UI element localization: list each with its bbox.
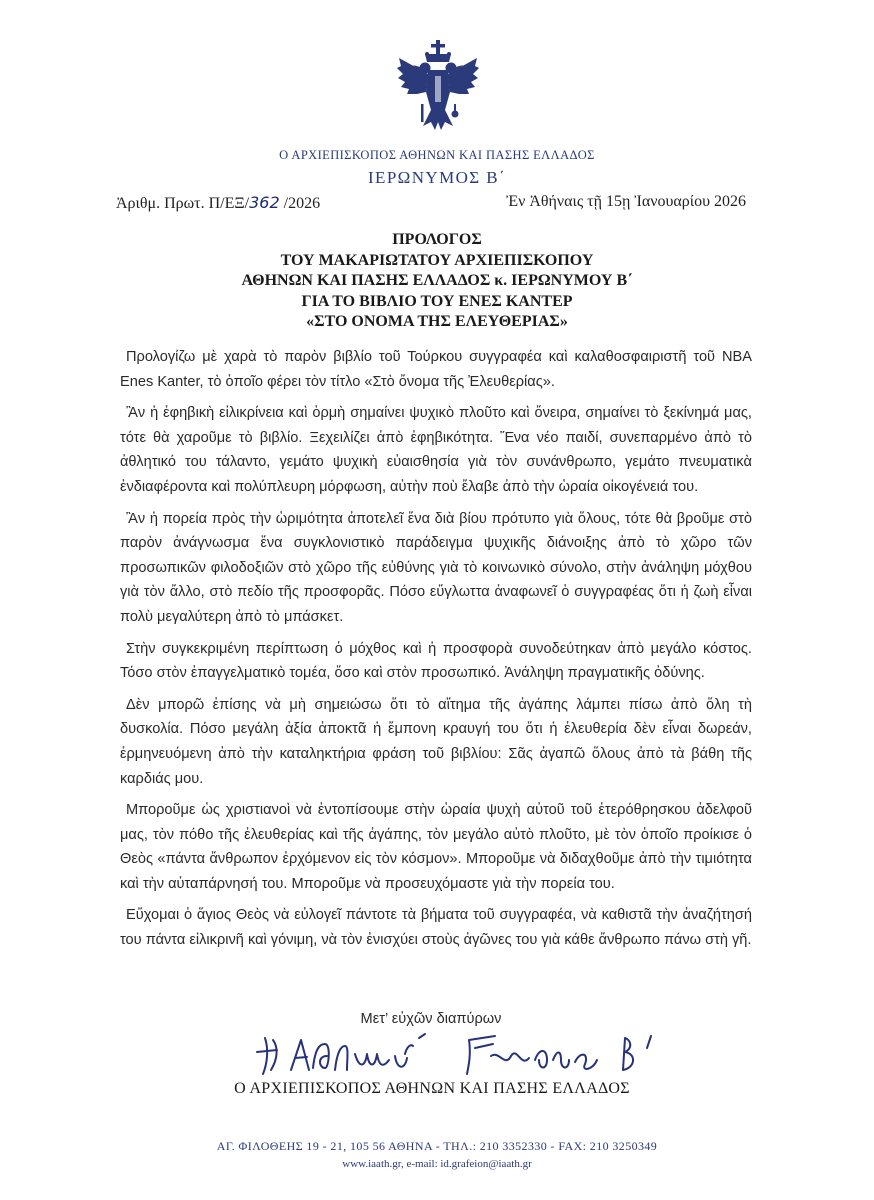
body-paragraph: Προλογίζω μὲ χαρὰ τὸ παρὸν βιβλίο τοῦ Τούρκου συγγραφέα καὶ καλαθοσφαιριστῆ τοῦ NBA Enes Kanter, τὸ ὁποῖο φέρει τὸν τίτλο «Στὸ ὄνομα τῆς Ἐλευθερίας». (120, 349, 752, 390)
signature-text (0, 0, 1, 1)
handwritten-signature (255, 1030, 665, 1078)
letter-body (120, 345, 752, 960)
heading-line: ΑΘΗΝΩΝ ΚΑΙ ΠΑΣΗΣ ΕΛΛΑΔΟΣ κ. ΙΕΡΩΝΥΜΟΥ Β΄ (241, 272, 633, 289)
heading-line: ΤΟΥ ΜΑΚΑΡΙΩΤΑΤΟΥ ΑΡΧΙΕΠΙΣΚΟΠΟΥ (280, 251, 594, 269)
body-paragraph: Ἂν ἡ ἐφηβικὴ εἰλικρίνεια καὶ ὁρμὴ σημαίνει ψυχικὸ πλοῦτο καὶ ὄνειρα, σημαίνει τὸ ξεκίνημά μας, τότε θὰ χαροῦμε τὸ βιβλίο. Ξεχειλίζει ἀπὸ ἐφηβικότητα. Ἕνα νέο παιδί, συνεπαρμένο ἀπὸ τὸ ἀθλητικό του τάλαντο, γεμάτο ψυχικὴ εὐαισθησία γιὰ τὸν συνάνθρωπο, γεμάτο πνευματικὰ ἐνδιαφέροντα καὶ πολύπλευρη μόρφωση, αὐτὴν ποὺ ἔλαβε ἀπὸ τὴν ὡραία οἰκογένειά του. (120, 405, 752, 495)
heading-line: ΠΡΟΛΟΓΟΣ (392, 231, 482, 248)
protocol-number (116, 193, 320, 213)
heading-line: ΓΙΑ ΤΟ ΒΙΒΛΙΟ ΤΟΥ ΕΝΕΣ ΚΑΝΤΕΡ (301, 292, 573, 310)
footer-address: ΑΓ. ΦΙΛΟΘΕΗΣ 19 - 21, 105 56 ΑΘΗΝΑ - ΤΗΛ.: 210 3352330 - FAX: 210 3250349 (216, 1139, 658, 1153)
closing-greeting (0, 1011, 874, 1027)
letter-heading (0, 230, 874, 333)
archbishop-name: ΙΕΡΩΝΥΜΟΣ Β΄ (367, 168, 507, 187)
footer-web: www.iaath.gr, e-mail: id.grafeion@iaath.gr (342, 1158, 532, 1170)
archbishop-title: Ο ΑΡΧΙΕΠΙΣΚΟΠΟΣ ΑΘΗΝΩΝ ΚΑΙ ΠΑΣΗΣ ΕΛΛΑΔΟΣ (279, 148, 595, 162)
body-paragraph: Εὔχομαι ὁ ἅγιος Θεὸς νὰ εὐλογεῖ πάντοτε τὰ βήματα τοῦ συγγραφέα, νὰ καθιστᾶ τὴν ἀναζήτησή του πάντα εἰλικρινῆ καὶ γόνιμη, νὰ τὸν ἐνισχύει στοὺς ἀγῶνες του γιὰ κάθε ἄνθρωπο πάνω στὴ γῆ. (120, 907, 752, 949)
body-paragraph: Ἂν ἡ πορεία πρὸς τὴν ὡριμότητα ἀποτελεῖ ἕνα διὰ βίου πρότυπο γιὰ ὅλους, τότε θὰ βροῦμε στὸ παρὸν ἀνάγνωσμα ἕνα συγκλονιστικὸ παράδειγμα ψυχικῆς διάνοιξης ἀπὸ τὸ χῶρο τῶν προσωπικῶν φιλοδοξιῶν στὸ χῶρο τῆς εὐθύνης γιὰ τὸ κοινωνικὸ σύνολο, στὴν ἀνάληψη μόχθου γιὰ τὸν ἄλλο, στὸ πεδίο τῆς προσφορᾶς. Πόσο εὔγλωττα ἀναφωνεῖ ὁ συγγραφέας ὅτι ἡ ζωὴ εἶναι πολὺ μεγαλύτερη ἀπὸ τὸ μπάσκετ. (120, 510, 752, 625)
protocol-handwritten-number: 362 (249, 193, 280, 212)
body-paragraph: Στὴν συγκεκριμένη περίπτωση ὁ μόχθος καὶ ἡ προσφορὰ συνοδεύτηκαν ἀπὸ μεγάλο κόστος. Τόσο στὸν ἐπαγγελματικὸ τομέα, ὅσο καὶ στὸν προσωπικό. Ἀνάληψη πραγματικῆς ὀδύνης. (120, 640, 752, 682)
signoff-title-text: Ο ΑΡΧΙΕΠΙΣΚΟΠΟΣ ΑΘΗΝΩΝ ΚΑΙ ΠΑΣΗΣ ΕΛΛΑΔΟΣ (234, 1080, 630, 1097)
letter-date: Ἐν Ἀθήναις τῇ 15ῃ Ἰανουαρίου 2026 (506, 193, 746, 210)
body-paragraph: Μποροῦμε ὡς χριστιανοὶ νὰ ἐντοπίσουμε στὴν ὡραία ψυχὴ αὐτοῦ τοῦ ἑτερόθρησκου ἀδελφοῦ μας, τὸν πόθο τῆς ἐλευθερίας καὶ τῆς ἀγάπης, τὸν μεγάλο αὐτὸ πλοῦτο, μὲ τὸν ὁποῖο προίκισε ὁ Θεὸς «πάντα ἄνθρωπον ἐρχόμενον εἰς τὸν κόσμον». Μποροῦμε νὰ διδαχθοῦμε ἀπὸ τὴν τιμιότητα καὶ τὴν αὐταπάρνησή του. Μποροῦμε νὰ προσευχόμαστε γιὰ τὴν πορεία του. (120, 802, 752, 892)
signoff-title (0, 1080, 874, 1098)
heading-line: «ΣΤΟ ΟΝΟΜΑ ΤΗΣ ΕΛΕΥΘΕΡΙΑΣ» (306, 313, 568, 330)
closing-greeting-text: Μετ’ εὐχῶν διαπύρων (360, 1011, 502, 1027)
protocol-prefix: Ἀριθμ. Πρωτ. Π/ΕΞ/ (116, 195, 250, 212)
body-paragraph: Δὲν μπορῶ ἐπίσης νὰ μὴ σημειώσω ὅτι τὸ αἴτημα τῆς ἀγάπης λάμπει πίσω ἀπὸ ὅλη τὴ δυσκολία. Πόσο μεγάλη ἀξία ἀποκτᾶ ἡ ἔμπονη κραυγή του ὅτι ἡ ἐλευθερία δὲν εἶναι δωρεάν, ἑρμηνευόμενη ἀπὸ τὴν καταληκτήρια φράση τοῦ βιβλίου: Σᾶς ἀγαπῶ ὅλους ἀπὸ τὰ βάθη τῆς καρδιάς μου. (120, 696, 752, 787)
double-headed-eagle-icon (395, 40, 481, 136)
protocol-suffix: /2026 (279, 195, 321, 212)
